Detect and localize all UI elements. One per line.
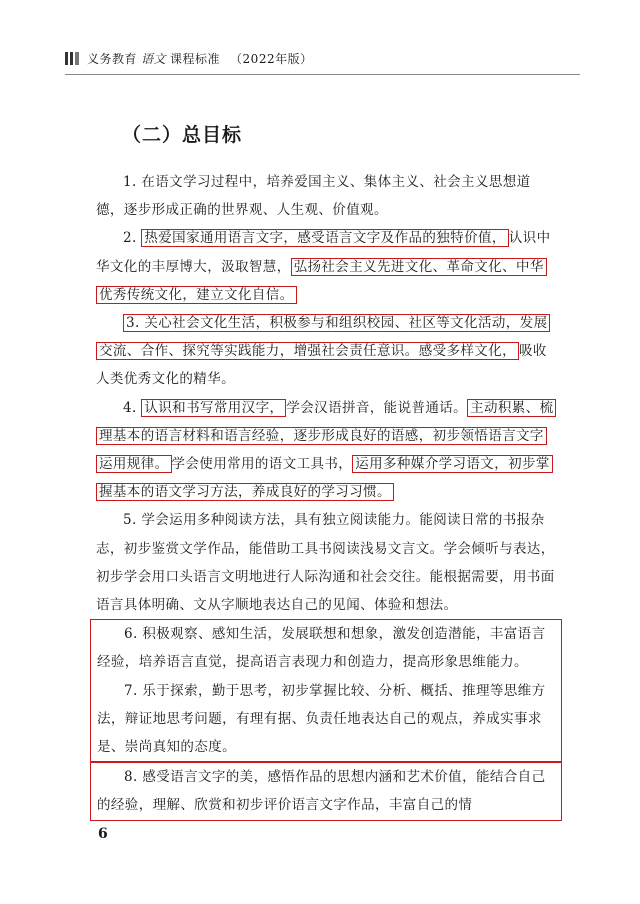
highlight-box: 运用多种媒介学习语文，初步掌握基本的语文学习方法，养成良好的学习习惯。	[96, 455, 553, 501]
goal-4-text-b: 学会使用常用的语文工具书，	[171, 456, 353, 473]
goal-4-text-a: 学会汉语拼音，能说普通话。	[286, 399, 468, 416]
goal-2-text: 认识中华文化的丰厚博大，汲取智慧，	[96, 230, 551, 275]
goal-item-5: 5. 学会运用多种阅读方法，具有独立阅读能力。能阅读日常的书报杂志，初步鉴赏文学作品，能借助工具书阅读浅易文言文。学会倾听与表达，初步学会用口头语言文明地进行人际沟通和社会交往。能根据需要，用书面语言具体明确、文从字顺地表达自己的见闻、体验和想法。	[96, 512, 555, 614]
header-book: 义务教育	[87, 51, 138, 66]
highlight-box-item-8	[90, 762, 562, 820]
goal-item-3	[96, 309, 556, 394]
highlight-box: 认识和书写常用汉字，	[141, 399, 286, 417]
header-bar-icon	[65, 52, 79, 65]
header-title	[87, 50, 313, 67]
goal-4-number: 4.	[123, 399, 142, 416]
goal-item-8: 8. 感受语言文字的美，感悟作品的思想内涵和艺术价值，能结合自己的经验，理解、欣赏和初步评价语言文字作品，丰富自己的情	[97, 769, 546, 814]
goal-item-2	[96, 224, 556, 309]
goal-2-number: 2.	[123, 230, 142, 247]
page-number: 6	[98, 826, 108, 842]
highlight-box: 热爱国家通用语言文字，感受语言文字及作品的独特价值，	[141, 229, 508, 247]
goal-3-text: 吸收人类优秀文化的精华。	[96, 343, 547, 388]
header-year: （2022年版）	[230, 51, 313, 66]
section-title: （二）总目标	[122, 124, 243, 146]
goal-item-7: 7. 乐于探索，勤于思考，初步掌握比较、分析、概括、推理等思维方法，辩证地思考问题，有理有据、负责任地表达自己的观点，养成实事求是、崇尚真知的态度。	[97, 682, 546, 756]
highlight-box: 3. 关心社会文化生活，积极参与和组织校园、社区等文化活动，发展交流、合作、探究等实践能力，增强社会责任意识。感受多样文化，	[96, 314, 550, 360]
goal-item-1: 1. 在语文学习过程中，培养爱国主义、集体主义、社会主义思想道德，逐步形成正确的世界观、人生观、价值观。	[96, 174, 531, 219]
highlight-box: 弘扬社会主义先进文化、革命文化、中华优秀传统文化，建立文化自信。	[96, 258, 547, 304]
header-divider	[65, 74, 580, 75]
highlight-box: 主动积累、梳理基本的语言材料和语言经验，逐步形成良好的语感，初步领悟语言文字运用规律。	[96, 399, 556, 473]
goal-item-4	[96, 394, 556, 507]
highlight-box-items-6-7	[90, 619, 562, 762]
document-body	[96, 168, 556, 821]
goal-item-6: 6. 积极观察、感知生活，发展联想和想象，激发创造潜能，丰富语言经验，培养语言直觉，提高语言表现力和创造力，提高形象思维能力。	[97, 626, 546, 671]
header-subject: 语文	[141, 51, 167, 66]
running-header	[65, 48, 313, 68]
header-standard: 课程标准	[170, 51, 221, 66]
